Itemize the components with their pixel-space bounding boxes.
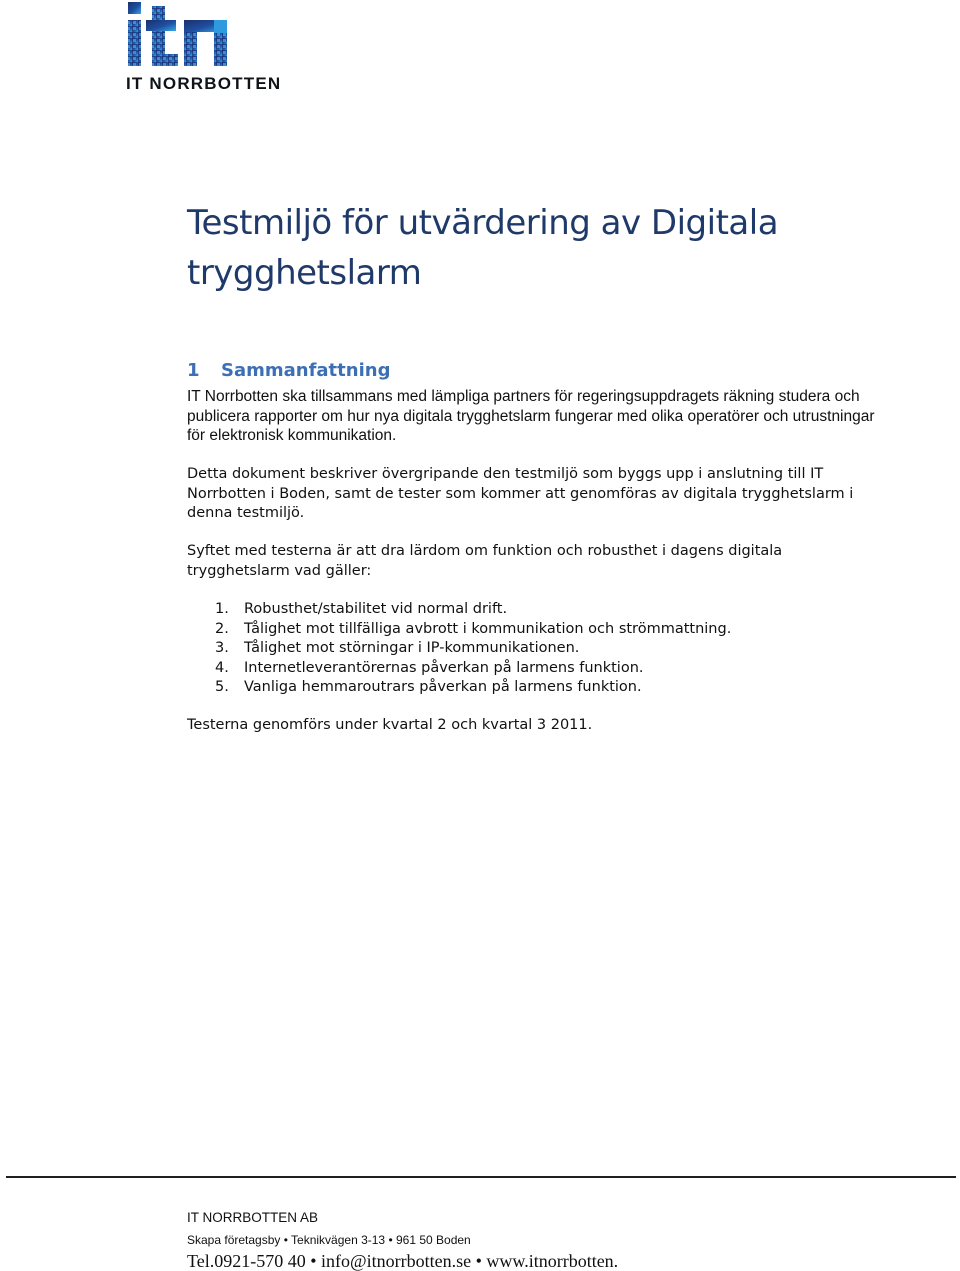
list-item-number: 1.: [215, 601, 229, 617]
footer-address: Skapa företagsby • Teknikvägen 3-13 • 961 50 Boden: [187, 1233, 471, 1247]
list-item: [215, 678, 731, 698]
list-item: [215, 600, 731, 620]
footer-company-name: IT NORRBOTTEN AB: [187, 1210, 319, 1225]
list-item-text: Vanliga hemmaroutrars påverkan på larmens funktion.: [244, 679, 642, 695]
section-title: Sammanfattning: [221, 360, 391, 381]
section-number: 1: [187, 360, 200, 381]
list-item: [215, 659, 731, 679]
section-heading: [187, 360, 390, 381]
list-item-number: 5.: [215, 679, 229, 695]
itn-logo: [126, 2, 296, 94]
summary-paragraph-3: Syftet med testerna är att dra lärdom om funktion och robusthet i dagens digitala trygghetslarm vad gäller:: [187, 543, 783, 579]
list-item-number: 2.: [215, 620, 229, 637]
footer: [187, 1210, 947, 1271]
footer-contact: Tel.0921-570 40 • info@itnorrbotten.se • www.itnorrbotten.: [187, 1251, 619, 1271]
logo-tagline: IT NORRBOTTEN: [126, 74, 282, 93]
list-item-text: Robusthet/stabilitet vid normal drift.: [244, 601, 508, 617]
itn-logo-mark: [126, 2, 296, 74]
test-goals-list: [215, 600, 731, 698]
list-item-number: 3.: [215, 640, 229, 656]
document-title: Testmiljö för utvärdering av Digitala trygghetslarm: [187, 203, 779, 293]
list-item: [215, 620, 731, 640]
footer-divider: [6, 1176, 956, 1178]
list-item-text: Tålighet mot störningar i IP-kommunikationen.: [244, 640, 580, 656]
list-item-number: 4.: [215, 659, 229, 676]
closing-paragraph: Testerna genomförs under kvartal 2 och kvartal 3 2011.: [187, 717, 593, 733]
list-item-text: Internetleverantörernas påverkan på larmens funktion.: [244, 659, 644, 676]
list-item-text: Tålighet mot tillfälliga avbrott i kommunikation och strömmattning.: [244, 620, 732, 637]
summary-paragraph-1: IT Norrbotten ska tillsammans med lämpliga partners för regeringsuppdragets räkning studera och publicera rapporter om hur nya digitala trygghetslarm fungerar med olika operatörer och utrustningar för elektronisk kommunikation.: [187, 388, 875, 444]
list-item: [215, 639, 731, 659]
summary-paragraph-2: Detta dokument beskriver övergripande den testmiljö som byggs upp i anslutning till IT Norrbotten i Boden, samt de tester som kommer att genomföras av digitala trygghetslarm i denna testmiljö.: [187, 466, 854, 521]
